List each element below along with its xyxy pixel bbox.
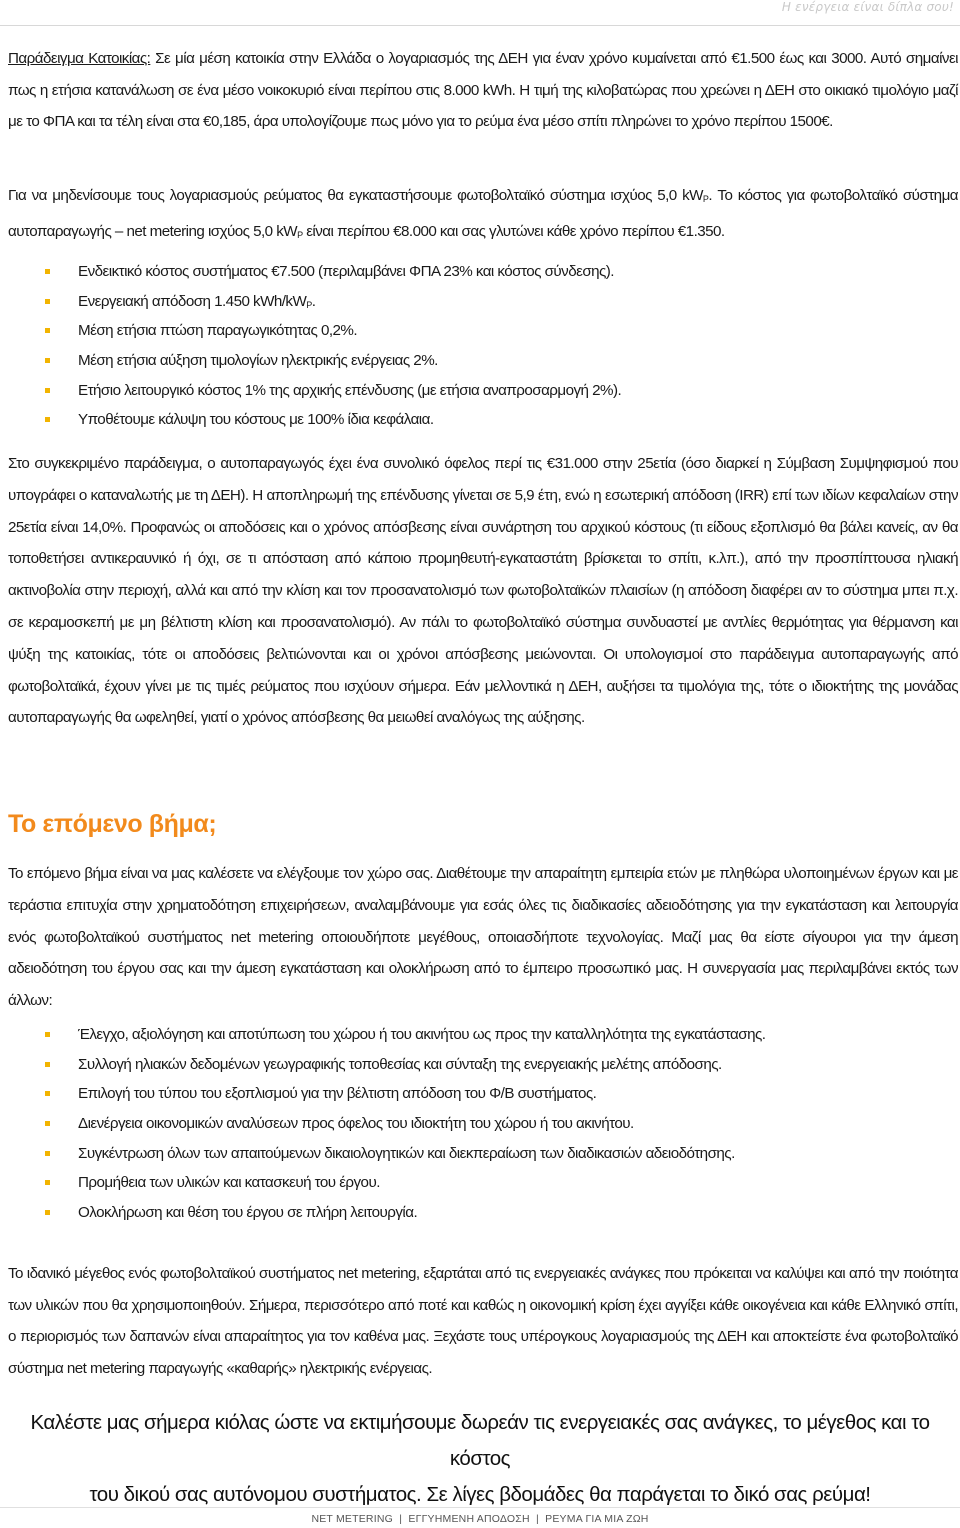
example-text: Σε μία μέση κατοικία στην Ελλάδα ο λογαριασμός της ΔΕΗ για έναν χρόνο κυμαίνεται από €1.500 έως και 3000. Αυτό σημαίνει πως η ετήσια κατανάλωση σε ένα μέσο νοικοκυριό είναι περίπου στις 8.000 kWh. Η τιμή της κιλοβατώρας που χρεώνει η ΔΕΗ στο οικιακό τιμολόγιο μαζί με το ΦΠΑ και τα τέλη είναι στα €0,185, άρα υπολογίζουμε πως μόνο για το ρεύμα ένα μέσο σπίτι πληρώνει το χρόνο περίπου 1500€. xyxy=(8,50,958,130)
system-sub-2: P xyxy=(297,229,303,240)
bullet-square-icon xyxy=(45,1091,50,1096)
bullet-square-icon xyxy=(45,388,50,393)
system-text-1: Για να μηδενίσουμε τους λογαριασμούς ρεύματος θα εγκαταστήσουμε φωτοβολταϊκό σύστημα ισχύος 5,0 kW xyxy=(8,187,703,204)
footer-text: NET METERING | ΕΓΓΥΗΜΕΝΗ ΑΠΟΔΟΣΗ | ΡΕΥΜΑ ΓΙΑ ΜΙΑ ΖΩΗ xyxy=(311,1513,649,1525)
bullet-square-icon xyxy=(45,1062,50,1067)
list-item: Επιλογή του τύπου του εξοπλισμού για την βέλτιστη απόδοση του Φ/Β συστήματος. xyxy=(8,1079,958,1109)
bullet-square-icon xyxy=(45,417,50,422)
list-item: Ενδεικτικό κόστος συστήματος €7.500 (περιλαμβάνει ΦΠΑ 23% και κόστος σύνδεσης). xyxy=(8,257,958,287)
example-lead: Παράδειγμα Κατοικίας: xyxy=(8,50,151,67)
system-text-3: είναι περίπου €8.000 και σας γλυτώνει κάθε χρόνο περίπου €1.350. xyxy=(302,222,725,240)
list-item: Ενεργειακή απόδοση 1.450 kWh/$kW_P$. xyxy=(8,287,958,317)
list-item: Ολοκλήρωση και θέση του έργου σε πλήρη λειτουργία. xyxy=(8,1198,958,1228)
benefit-paragraph: Στο συγκεκριμένο παράδειγμα, ο αυτοπαραγωγός έχει ένα συνολικό όφελος περί τις €31.000 στην 25ετία (όσο διαρκεί η Σύμβαση Συμψηφισμού που υπογράφει ο καταναλωτής με τη ΔΕΗ). Η αποπληρωμή της επένδυσης γίνεται σε 5,9 έτη, ενώ η εσωτερική απόδοση (IRR) επί των ιδίων κεφαλαίων στην 25ετία είναι 14,0%. Προφανώς οι αποδόσεις και ο χρόνος απόσβεσης είναι συνάρτηση του αρχικού κόστους (τι είδους εξοπλισμό θα βάλει κανείς, αν θα τοποθετήσει αντικεραυνικό ή όχι, σε τι απόσταση από κάποιο προμηθευτή-εγκαταστάτη βρίσκεται το σπίτι, κ.λπ.), από την προσπίπτουσα ηλιακή ακτινοβολία στην περιοχή, αλλά και από την κλίση και τον προσανατολισμό των φωτοβολταϊκών πλαισίων (η απόδοση διαφέρει αν το σύστημα μπει π.χ. σε κεραμοσκεπή με μη βέλτιστη κλίση και προσανατολισμό). Αν πάλι το φωτοβολταϊκό σύστημα συνδυαστεί με αντλίες θερμότητας για θέρμανση και ψύξη της κατοικίας, τότε οι αποδόσεις βελτιώνονται και οι χρόνοι απόσβεσης μειώνονται. Οι υπολογισμοί στο παράδειγμα αυτοπαραγωγής από φωτοβολταϊκά, έχουν γίνει με τις τιμές ρεύματος που ισχύουν σήμερα. Εάν μελλοντικά η ΔΕΗ, αυξήσει τα τιμολόγια της, τότε ο ιδιοκτήτης της μονάδας αυτοπαραγωγής θα ωφεληθεί, γιατί ο χρόνος απόσβεσης θα μειωθεί αναλόγως της αύξησης. xyxy=(8,455,958,727)
bullet-square-icon xyxy=(45,1121,50,1126)
cta-line-1: Καλέστε μας σήμερα κιόλας ώστε να εκτιμήσουμε δωρεάν τις ενεργειακές σας ανάγκες, το μέγεθος και το κόστος xyxy=(30,1411,930,1470)
example-paragraph xyxy=(8,43,958,138)
section-heading: Το επόμενο βήμα; xyxy=(8,810,217,838)
footer-divider xyxy=(0,1507,960,1508)
system-text-2: . Το κόστος για φωτοβολταϊκό σύστημα αυτοπαραγωγής – net metering ισχύος 5,0 kW xyxy=(8,187,959,240)
bullet-square-icon xyxy=(45,269,50,274)
bullet-square-icon xyxy=(45,328,50,333)
header-tagline: Η ενέργεια είναι δίπλα σου! xyxy=(781,0,954,14)
bullet-square-icon xyxy=(45,1151,50,1156)
bullet-square-icon xyxy=(45,358,50,363)
next-step-paragraph: Το επόμενο βήμα είναι να μας καλέσετε να ελέγξουμε τον χώρο σας. Διαθέτουμε την απαραίτητη εμπειρία ετών με πληθώρα υλοποιημένων έργων και με τεράστια επιτυχία στην χρηματοδότηση επιχειρήσεων, αναλαμβάνουμε για εσάς όλες τις διαδικασίες αδειοδότησης για την εγκατάσταση και λειτουργία ενός φωτοβολταϊκού συστήματος net metering οποιουδήποτε μεγέθους, οποιασδήποτε τεχνολογίας. Μαζί μας θα είστε σίγουροι για την άμεση αδειοδότηση του έργου σας και την άμεση εγκατάσταση και ολοκλήρωση από το έμπειρο προσωπικό μας. Η συνεργασία μας περιλαμβάνει εκτός των άλλων: xyxy=(8,865,958,1010)
list-item: Έλεγχο, αξιολόγηση και αποτύπωση του χώρου ή του ακινήτου ως προς την καταλληλότητα της εγκατάστασης. xyxy=(8,1020,958,1050)
cta-line-2: του δικού σας αυτόνομου συστήματος. Σε λίγες βδομάδες θα παράγεται το δικό σας ρεύμα! xyxy=(89,1483,871,1506)
list-item: Προμήθεια των υλικών και κατασκευή του έργου. xyxy=(8,1168,958,1198)
services-list xyxy=(8,1020,958,1228)
assumptions-list xyxy=(8,257,958,435)
list-item: Υποθέτουμε κάλυψη του κόστους με 100% ίδια κεφάλαια. xyxy=(8,405,958,435)
list-item: Συγκέντρωση όλων των απαιτούμενων δικαιολογητικών και διεκπεραίωση των διαδικασιών αδειοδότησης. xyxy=(8,1139,958,1169)
bullet-square-icon xyxy=(45,299,50,304)
system-paragraph xyxy=(8,180,958,251)
bullet-square-icon xyxy=(45,1032,50,1037)
list-item: Συλλογή ηλιακών δεδομένων γεωγραφικής τοποθεσίας και σύνταξη της ενεργειακής μελέτης απόδοσης. xyxy=(8,1050,958,1080)
header-divider xyxy=(0,25,960,26)
system-sub-1: P xyxy=(702,194,709,204)
bullet-square-icon xyxy=(45,1210,50,1215)
list-item: Ετήσιο λειτουργικό κόστος 1% της αρχικής επένδυσης (με ετήσια αναπροσαρμογή 2%). xyxy=(8,376,958,406)
list-item: Μέση ετήσια πτώση παραγωγικότητας 0,2%. xyxy=(8,316,958,346)
call-to-action xyxy=(0,1405,960,1513)
list-item: Διενέργεια οικονομικών αναλύσεων προς όφελος του ιδιοκτήτη του χώρου ή του ακινήτου. xyxy=(8,1109,958,1139)
ideal-size-paragraph: Το ιδανικό μέγεθος ενός φωτοβολταϊκού συστήματος net metering, εξαρτάται από τις ενεργειακές ανάγκες που πρόκειται να καλύψει και από την ποιότητα των υλικών που θα χρησιμοποιηθούν. Σήμερα, περισσότερο από ποτέ και καθώς η οικονομική κρίση έχει αγγίξει κάθε οικογένεια και κάθε Ελληνικό σπίτι, ο περιορισμός των δαπανών είναι απαραίτητος για τον καθένα μας. Ξεχάστε τους υπέρογκους λογαριασμούς της ΔΕΗ και αποκτείστε ένα φωτοβολταϊκό σύστημα net metering παραγωγής «καθαρής» ηλεκτρικής ενέργειας. xyxy=(8,1265,958,1377)
bullet-square-icon xyxy=(45,1180,50,1185)
list-item: Μέση ετήσια αύξηση τιμολογίων ηλεκτρικής ενέργειας 2%. xyxy=(8,346,958,376)
